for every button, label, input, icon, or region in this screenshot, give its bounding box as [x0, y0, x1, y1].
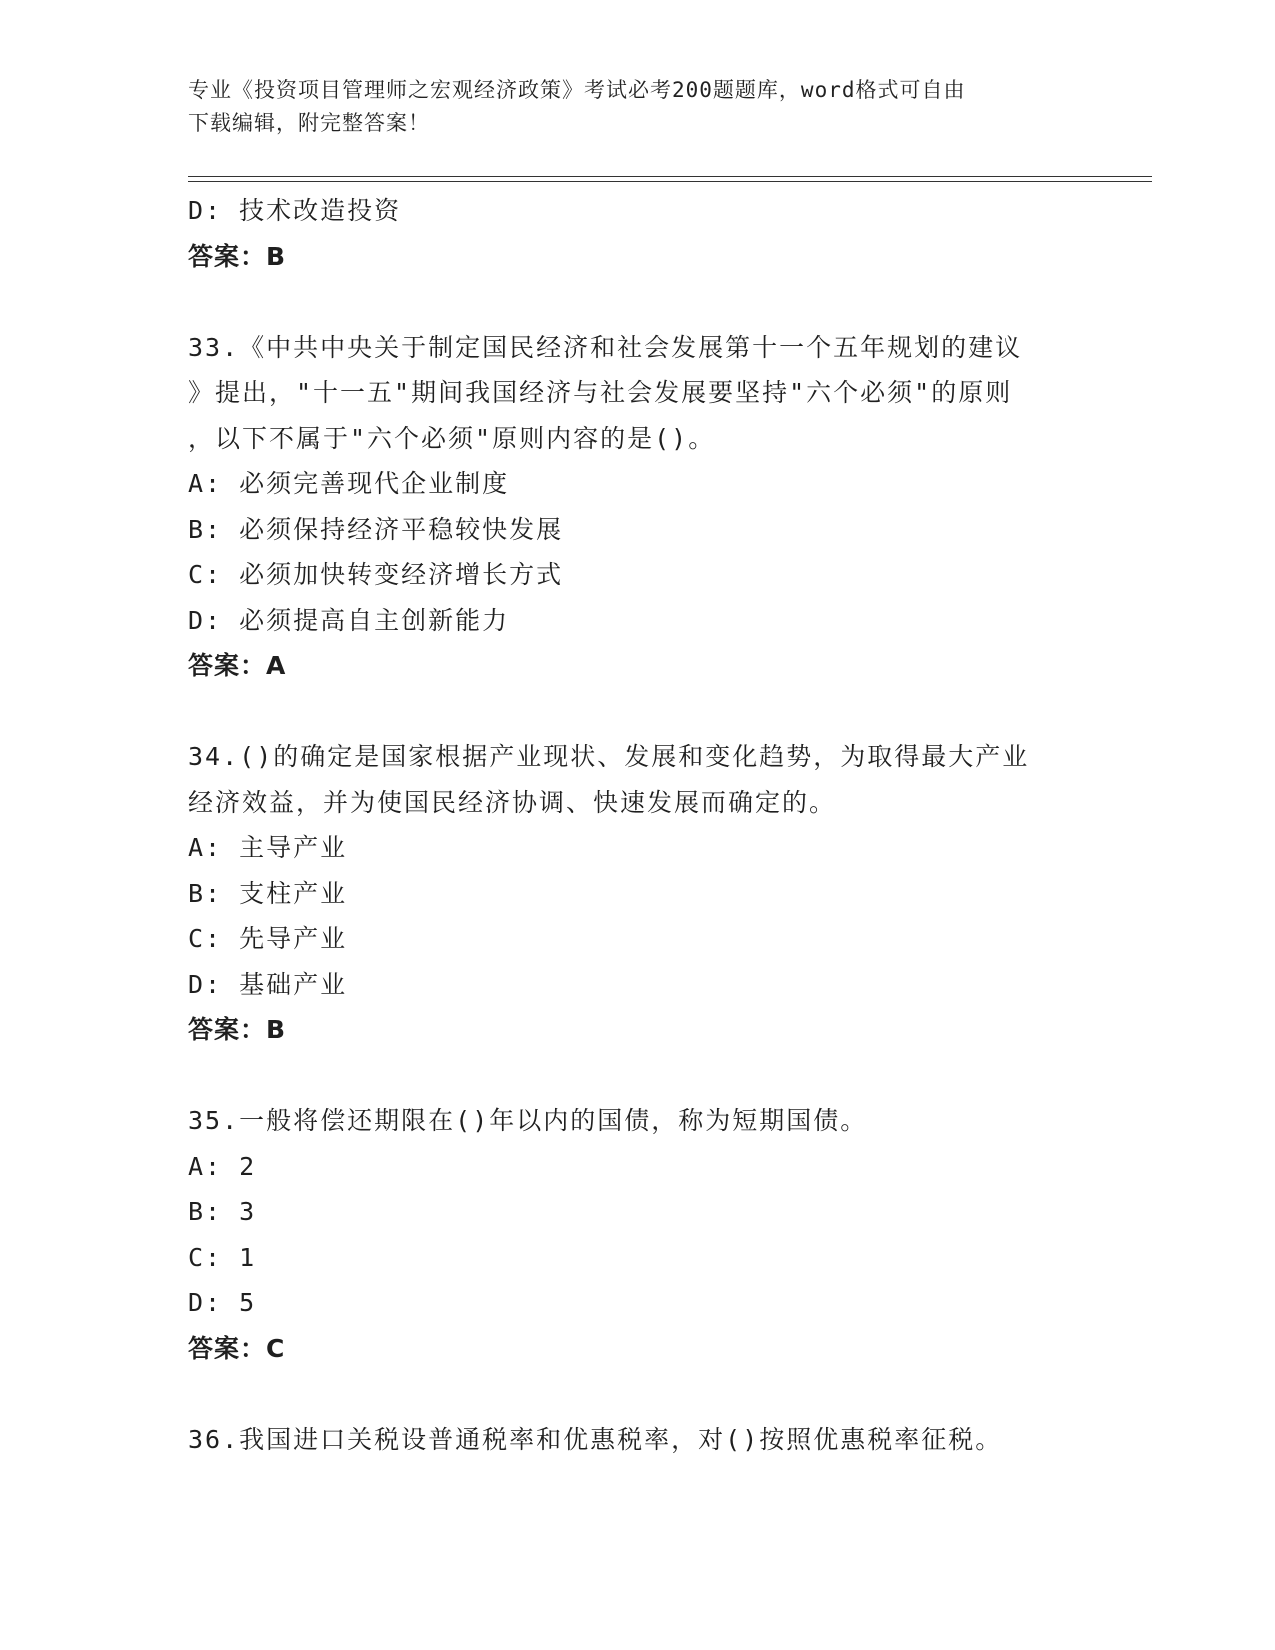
spacer — [188, 1053, 1108, 1099]
answer: 答案：B — [188, 1015, 287, 1044]
spacer — [188, 279, 1108, 325]
question-stem-line: 36.我国进口关税设普通税率和优惠税率，对()按照优惠税率征税。 — [188, 1424, 1003, 1454]
question-stem-line: 35.一般将偿还期限在()年以内的国债，称为短期国债。 — [188, 1106, 868, 1135]
question-32 — [188, 188, 1108, 279]
option-b: B: 必须保持经济平稳较快发展 — [188, 514, 564, 544]
header-divider-bottom — [188, 181, 1152, 182]
option-d: D: 必须提高自主创新能力 — [188, 605, 510, 635]
option-b: B: 支柱产业 — [188, 878, 348, 908]
question-stem-line: ，以下不属于"六个必须"原则内容的是()。 — [188, 423, 716, 453]
question-36 — [188, 1417, 1108, 1463]
option-d: D: 5 — [188, 1288, 257, 1317]
spacer — [188, 689, 1108, 735]
question-34 — [188, 734, 1108, 1053]
answer: 答案：B — [188, 241, 287, 271]
header-line-1: 专业《投资项目管理师之宏观经济政策》考试必考200题题库，word格式可自由 — [188, 78, 966, 102]
option-d: D: 技术改造投资 — [188, 196, 402, 225]
option-d: D: 基础产业 — [188, 969, 348, 999]
option-a: A: 主导产业 — [188, 833, 348, 862]
option-c: C: 1 — [188, 1242, 257, 1272]
question-stem-line: 34.()的确定是国家根据产业现状、发展和变化趋势，为取得最大产业 — [188, 742, 1030, 771]
answer: 答案：C — [188, 1333, 286, 1363]
question-stem-line: 经济效益，并为使国民经济协调、快速发展而确定的。 — [188, 787, 837, 817]
header-divider-top — [188, 176, 1152, 177]
answer: 答案：A — [188, 651, 287, 680]
option-c: C: 先导产业 — [188, 924, 348, 953]
question-33 — [188, 325, 1108, 689]
header-line-2: 下载编辑，附完整答案！ — [188, 111, 430, 135]
option-c: C: 必须加快转变经济增长方式 — [188, 560, 564, 589]
spacer — [188, 1371, 1108, 1417]
document-header — [188, 74, 1088, 140]
question-35 — [188, 1098, 1108, 1371]
option-b: B: 3 — [188, 1197, 257, 1226]
question-list — [188, 188, 1108, 1462]
question-stem-line: 33.《中共中央关于制定国民经济和社会发展第十一个五年规划的建议 — [188, 332, 1023, 362]
option-a: A: 2 — [188, 1151, 257, 1181]
question-stem-line: 》提出，"十一五"期间我国经济与社会发展要坚持"六个必须"的原则 — [188, 378, 1013, 407]
option-a: A: 必须完善现代企业制度 — [188, 469, 510, 498]
